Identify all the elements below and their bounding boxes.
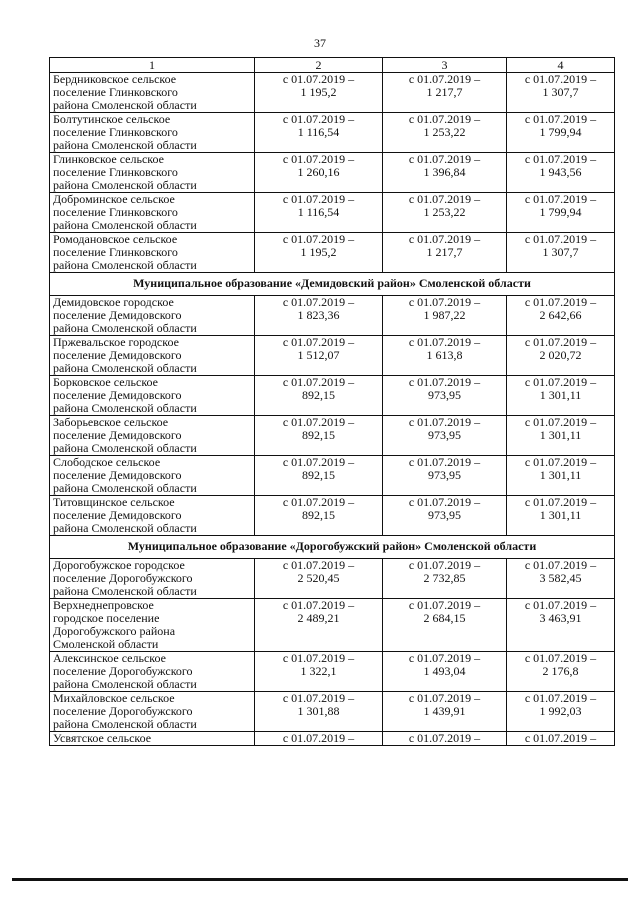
tariff-cell-col-4 bbox=[507, 496, 615, 536]
tariff-cell-col-3 bbox=[383, 153, 507, 193]
tariff-value-line: с 01.07.2019 – bbox=[408, 455, 481, 469]
tariff-value-line: с 01.07.2019 – bbox=[282, 415, 355, 429]
tariff-value-line: 1 396,84 bbox=[423, 165, 466, 179]
table-row bbox=[50, 193, 615, 233]
tariff-value-line: 2 020,72 bbox=[539, 348, 582, 362]
tariff-cell-col-3 bbox=[383, 599, 507, 652]
tariff-cell-col-2 bbox=[255, 336, 383, 376]
tariff-cell-col-3 bbox=[383, 113, 507, 153]
table-row bbox=[50, 559, 615, 599]
tariff-value-line: с 01.07.2019 – bbox=[524, 731, 597, 745]
tariff-value-line: с 01.07.2019 – bbox=[282, 112, 355, 126]
tariff-cell-col-3 bbox=[383, 336, 507, 376]
tariff-cell-col-3 bbox=[383, 732, 507, 746]
tariff-value-line: с 01.07.2019 – bbox=[282, 558, 355, 572]
tariff-cell-col-2 bbox=[255, 652, 383, 692]
tariff-cell-col-2 bbox=[255, 692, 383, 732]
settlement-name-line: района Смоленской области bbox=[53, 361, 197, 375]
settlement-name-cell bbox=[50, 233, 255, 273]
tariff-value-line: 2 684,15 bbox=[423, 611, 466, 625]
tariff-cell-col-2 bbox=[255, 496, 383, 536]
tariff-value-line: с 01.07.2019 – bbox=[524, 72, 597, 86]
tariff-cell-col-3 bbox=[383, 496, 507, 536]
settlement-name-line: Верхнеднепровское bbox=[53, 598, 154, 612]
tariff-cell-col-4 bbox=[507, 73, 615, 113]
tariff-value-line: с 01.07.2019 – bbox=[408, 192, 481, 206]
tariff-cell-col-2 bbox=[255, 233, 383, 273]
tariff-value-line: 1 943,56 bbox=[539, 165, 582, 179]
tariff-value-line: 1 823,36 bbox=[297, 308, 340, 322]
tariff-value-line: 2 732,85 bbox=[423, 571, 466, 585]
tariff-value-line: 1 307,7 bbox=[542, 85, 579, 99]
tariff-value-line: с 01.07.2019 – bbox=[408, 232, 481, 246]
tariff-cell-col-2 bbox=[255, 73, 383, 113]
column-number-1: 1 bbox=[50, 58, 255, 73]
settlement-name-cell bbox=[50, 193, 255, 233]
settlement-name-cell bbox=[50, 732, 255, 746]
settlement-name-cell bbox=[50, 496, 255, 536]
settlement-name-line: Михайловское сельское bbox=[53, 691, 175, 705]
page-number: 37 bbox=[314, 36, 326, 50]
settlement-name-cell bbox=[50, 376, 255, 416]
tariff-cell-col-2 bbox=[255, 193, 383, 233]
tariff-value-line: с 01.07.2019 – bbox=[524, 598, 597, 612]
tariff-value-line: с 01.07.2019 – bbox=[408, 72, 481, 86]
settlement-name-line: Смоленской области bbox=[53, 637, 159, 651]
tariff-value-line: с 01.07.2019 – bbox=[524, 651, 597, 665]
settlement-name-cell bbox=[50, 296, 255, 336]
tariff-value-line: с 01.07.2019 – bbox=[524, 152, 597, 166]
tariff-value-line: с 01.07.2019 – bbox=[524, 415, 597, 429]
tariff-value-line: 1 253,22 bbox=[423, 125, 466, 139]
tariff-value-line: с 01.07.2019 – bbox=[524, 232, 597, 246]
tariff-value-line: с 01.07.2019 – bbox=[524, 455, 597, 469]
table-row bbox=[50, 296, 615, 336]
tariff-cell-col-2 bbox=[255, 599, 383, 652]
tariff-cell-col-4 bbox=[507, 732, 615, 746]
tariff-table bbox=[49, 57, 615, 746]
settlement-name-line: района Смоленской области bbox=[53, 178, 197, 192]
settlement-name-line: района Смоленской области bbox=[53, 584, 197, 598]
tariff-value-line: с 01.07.2019 – bbox=[282, 335, 355, 349]
settlement-name-line: поселение Дорогобужского bbox=[53, 571, 193, 585]
tariff-cell-col-3 bbox=[383, 652, 507, 692]
tariff-value-line: с 01.07.2019 – bbox=[408, 691, 481, 705]
tariff-cell-col-2 bbox=[255, 296, 383, 336]
tariff-value-line: 1 493,04 bbox=[423, 664, 466, 678]
tariff-cell-col-3 bbox=[383, 233, 507, 273]
settlement-name-line: поселение Демидовского bbox=[53, 348, 182, 362]
tariff-cell-col-4 bbox=[507, 153, 615, 193]
tariff-value-line: с 01.07.2019 – bbox=[408, 375, 481, 389]
tariff-cell-col-4 bbox=[507, 652, 615, 692]
tariff-value-line: 3 463,91 bbox=[539, 611, 582, 625]
tariff-cell-col-3 bbox=[383, 456, 507, 496]
tariff-value-line: 1 301,11 bbox=[539, 508, 582, 522]
settlement-name-line: Пржевальское городское bbox=[53, 335, 179, 349]
settlement-name-cell bbox=[50, 416, 255, 456]
tariff-value-line: 1 217,7 bbox=[426, 85, 463, 99]
tariff-value-line: 892,15 bbox=[302, 428, 335, 442]
tariff-value-line: с 01.07.2019 – bbox=[408, 335, 481, 349]
settlement-name-line: поселение Демидовского bbox=[53, 308, 182, 322]
table-row bbox=[50, 233, 615, 273]
settlement-name-cell bbox=[50, 153, 255, 193]
settlement-name-cell bbox=[50, 113, 255, 153]
tariff-cell-col-3 bbox=[383, 376, 507, 416]
settlement-name-line: района Смоленской области bbox=[53, 717, 197, 731]
tariff-cell-col-3 bbox=[383, 559, 507, 599]
tariff-value-line: 973,95 bbox=[428, 468, 461, 482]
settlement-name-line: поселение Глинковского bbox=[53, 85, 178, 99]
tariff-value-line: с 01.07.2019 – bbox=[524, 192, 597, 206]
tariff-value-line: 1 301,11 bbox=[539, 428, 582, 442]
settlement-name-line: Борковское сельское bbox=[53, 375, 159, 389]
column-number-row bbox=[50, 58, 615, 73]
bottom-rule bbox=[12, 878, 628, 881]
settlement-name-line: района Смоленской области bbox=[53, 401, 197, 415]
tariff-cell-col-3 bbox=[383, 692, 507, 732]
tariff-value-line: 973,95 bbox=[428, 388, 461, 402]
tariff-value-line: с 01.07.2019 – bbox=[408, 495, 481, 509]
settlement-name-line: поселение Дорогобужского bbox=[53, 664, 193, 678]
settlement-name-line: района Смоленской области bbox=[53, 481, 197, 495]
tariff-cell-col-2 bbox=[255, 113, 383, 153]
column-number-3: 3 bbox=[383, 58, 507, 73]
tariff-value-line: 3 582,45 bbox=[539, 571, 582, 585]
settlement-name-line: района Смоленской области bbox=[53, 321, 197, 335]
settlement-name-line: поселение Глинковского bbox=[53, 165, 178, 179]
tariff-value-line: 1 260,16 bbox=[297, 165, 340, 179]
tariff-value-line: с 01.07.2019 – bbox=[282, 72, 355, 86]
tariff-cell-col-4 bbox=[507, 692, 615, 732]
settlement-name-line: поселение Демидовского bbox=[53, 428, 182, 442]
tariff-cell-col-4 bbox=[507, 599, 615, 652]
settlement-name-line: района Смоленской области bbox=[53, 218, 197, 232]
section-title: Муниципальное образование «Демидовский район» Смоленской области bbox=[50, 273, 615, 296]
settlement-name-line: поселение Глинковского bbox=[53, 205, 178, 219]
tariff-cell-col-4 bbox=[507, 113, 615, 153]
tariff-value-line: 2 176,8 bbox=[542, 664, 579, 678]
settlement-name-line: района Смоленской области bbox=[53, 677, 197, 691]
tariff-value-line: с 01.07.2019 – bbox=[524, 375, 597, 389]
table-row bbox=[50, 496, 615, 536]
settlement-name-line: района Смоленской области bbox=[53, 138, 197, 152]
tariff-value-line: 1 992,03 bbox=[539, 704, 582, 718]
table-row bbox=[50, 73, 615, 113]
table-row bbox=[50, 456, 615, 496]
settlement-name-line: поселение Демидовского bbox=[53, 468, 182, 482]
settlement-name-line: района Смоленской области bbox=[53, 258, 197, 272]
settlement-name-cell bbox=[50, 692, 255, 732]
settlement-name-cell bbox=[50, 73, 255, 113]
table-row bbox=[50, 153, 615, 193]
column-number-4: 4 bbox=[507, 58, 615, 73]
table-row bbox=[50, 336, 615, 376]
tariff-value-line: 1 799,94 bbox=[539, 125, 582, 139]
tariff-value-line: 1 116,54 bbox=[297, 125, 340, 139]
tariff-value-line: с 01.07.2019 – bbox=[282, 455, 355, 469]
tariff-table-body bbox=[50, 58, 615, 746]
settlement-name-line: поселение Демидовского bbox=[53, 388, 182, 402]
settlement-name-line: Болтутинское сельское bbox=[53, 112, 171, 126]
tariff-value-line: 2 520,45 bbox=[297, 571, 340, 585]
section-header-row bbox=[50, 273, 615, 296]
tariff-value-line: с 01.07.2019 – bbox=[282, 192, 355, 206]
tariff-cell-col-2 bbox=[255, 732, 383, 746]
settlement-name-line: района Смоленской области bbox=[53, 521, 197, 535]
tariff-value-line: 1 512,07 bbox=[297, 348, 340, 362]
tariff-value-line: с 01.07.2019 – bbox=[408, 731, 481, 745]
tariff-value-line: 1 195,2 bbox=[300, 85, 337, 99]
tariff-value-line: 1 217,7 bbox=[426, 245, 463, 259]
tariff-value-line: 1 439,91 bbox=[423, 704, 466, 718]
tariff-value-line: 1 301,11 bbox=[539, 388, 582, 402]
settlement-name-line: Усвятское сельское bbox=[53, 731, 152, 745]
settlement-name-cell bbox=[50, 652, 255, 692]
settlement-name-line: Алексинское сельское bbox=[53, 651, 166, 665]
tariff-cell-col-2 bbox=[255, 153, 383, 193]
settlement-name-line: Доброминское сельское bbox=[53, 192, 175, 206]
settlement-name-line: поселение Глинковского bbox=[53, 245, 178, 259]
tariff-value-line: с 01.07.2019 – bbox=[282, 731, 355, 745]
settlement-name-line: Титовщинское сельское bbox=[53, 495, 175, 509]
table-row bbox=[50, 692, 615, 732]
settlement-name-line: Слободское сельское bbox=[53, 455, 161, 469]
tariff-cell-col-4 bbox=[507, 336, 615, 376]
tariff-value-line: с 01.07.2019 – bbox=[282, 651, 355, 665]
tariff-value-line: 1 195,2 bbox=[300, 245, 337, 259]
tariff-value-line: 1 253,22 bbox=[423, 205, 466, 219]
tariff-value-line: 892,15 bbox=[302, 468, 335, 482]
tariff-value-line: с 01.07.2019 – bbox=[282, 598, 355, 612]
tariff-value-line: с 01.07.2019 – bbox=[408, 295, 481, 309]
tariff-cell-col-4 bbox=[507, 233, 615, 273]
tariff-value-line: с 01.07.2019 – bbox=[408, 112, 481, 126]
tariff-cell-col-4 bbox=[507, 456, 615, 496]
table-row bbox=[50, 599, 615, 652]
tariff-value-line: с 01.07.2019 – bbox=[524, 495, 597, 509]
tariff-value-line: с 01.07.2019 – bbox=[524, 335, 597, 349]
tariff-value-line: 1 987,22 bbox=[423, 308, 466, 322]
settlement-name-line: поселение Демидовского bbox=[53, 508, 182, 522]
tariff-cell-col-3 bbox=[383, 416, 507, 456]
tariff-value-line: 1 799,94 bbox=[539, 205, 582, 219]
table-row bbox=[50, 732, 615, 746]
tariff-value-line: 1 301,88 bbox=[297, 704, 340, 718]
section-title: Муниципальное образование «Дорогобужский район» Смоленской области bbox=[50, 536, 615, 559]
tariff-value-line: с 01.07.2019 – bbox=[524, 558, 597, 572]
tariff-value-line: с 01.07.2019 – bbox=[282, 495, 355, 509]
tariff-cell-col-4 bbox=[507, 376, 615, 416]
settlement-name-line: Глинковское сельское bbox=[53, 152, 164, 166]
tariff-cell-col-2 bbox=[255, 559, 383, 599]
table-row bbox=[50, 652, 615, 692]
tariff-cell-col-3 bbox=[383, 296, 507, 336]
tariff-value-line: с 01.07.2019 – bbox=[282, 152, 355, 166]
tariff-value-line: 1 613,8 bbox=[426, 348, 463, 362]
tariff-value-line: с 01.07.2019 – bbox=[282, 691, 355, 705]
tariff-value-line: с 01.07.2019 – bbox=[282, 232, 355, 246]
tariff-cell-col-4 bbox=[507, 416, 615, 456]
tariff-value-line: 973,95 bbox=[428, 428, 461, 442]
tariff-cell-col-4 bbox=[507, 296, 615, 336]
tariff-value-line: с 01.07.2019 – bbox=[408, 152, 481, 166]
tariff-cell-col-3 bbox=[383, 73, 507, 113]
column-number-2: 2 bbox=[255, 58, 383, 73]
tariff-cell-col-2 bbox=[255, 376, 383, 416]
tariff-cell-col-2 bbox=[255, 456, 383, 496]
settlement-name-cell bbox=[50, 336, 255, 376]
tariff-value-line: с 01.07.2019 – bbox=[408, 651, 481, 665]
tariff-value-line: с 01.07.2019 – bbox=[524, 112, 597, 126]
table-row bbox=[50, 113, 615, 153]
tariff-value-line: 1 322,1 bbox=[300, 664, 337, 678]
tariff-value-line: с 01.07.2019 – bbox=[408, 598, 481, 612]
settlement-name-cell bbox=[50, 456, 255, 496]
settlement-name-line: Демидовское городское bbox=[53, 295, 174, 309]
tariff-value-line: с 01.07.2019 – bbox=[408, 558, 481, 572]
settlement-name-line: Дорогобужское городское bbox=[53, 558, 185, 572]
table-row bbox=[50, 416, 615, 456]
section-header-row bbox=[50, 536, 615, 559]
settlement-name-line: Заборьевское сельское bbox=[53, 415, 169, 429]
settlement-name-line: городское поселение bbox=[53, 611, 160, 625]
tariff-value-line: с 01.07.2019 – bbox=[282, 375, 355, 389]
settlement-name-cell bbox=[50, 559, 255, 599]
tariff-cell-col-2 bbox=[255, 416, 383, 456]
tariff-value-line: 2 489,21 bbox=[297, 611, 340, 625]
tariff-value-line: 973,95 bbox=[428, 508, 461, 522]
tariff-value-line: 892,15 bbox=[302, 388, 335, 402]
table-row bbox=[50, 376, 615, 416]
settlement-name-line: района Смоленской области bbox=[53, 98, 197, 112]
settlement-name-line: Бердниковское сельское bbox=[53, 72, 177, 86]
settlement-name-cell bbox=[50, 599, 255, 652]
settlement-name-line: района Смоленской области bbox=[53, 441, 197, 455]
settlement-name-line: поселение Глинковского bbox=[53, 125, 178, 139]
tariff-value-line: с 01.07.2019 – bbox=[524, 691, 597, 705]
tariff-cell-col-3 bbox=[383, 193, 507, 233]
tariff-value-line: с 01.07.2019 – bbox=[408, 415, 481, 429]
settlement-name-line: поселение Дорогобужского bbox=[53, 704, 193, 718]
tariff-value-line: 1 301,11 bbox=[539, 468, 582, 482]
tariff-value-line: 1 116,54 bbox=[297, 205, 340, 219]
tariff-value-line: 1 307,7 bbox=[542, 245, 579, 259]
settlement-name-line: Дорогобужского района bbox=[53, 624, 176, 638]
tariff-value-line: 892,15 bbox=[302, 508, 335, 522]
tariff-value-line: 2 642,66 bbox=[539, 308, 582, 322]
tariff-value-line: с 01.07.2019 – bbox=[282, 295, 355, 309]
tariff-cell-col-4 bbox=[507, 193, 615, 233]
tariff-value-line: с 01.07.2019 – bbox=[524, 295, 597, 309]
tariff-cell-col-4 bbox=[507, 559, 615, 599]
settlement-name-line: Ромодановское сельское bbox=[53, 232, 178, 246]
